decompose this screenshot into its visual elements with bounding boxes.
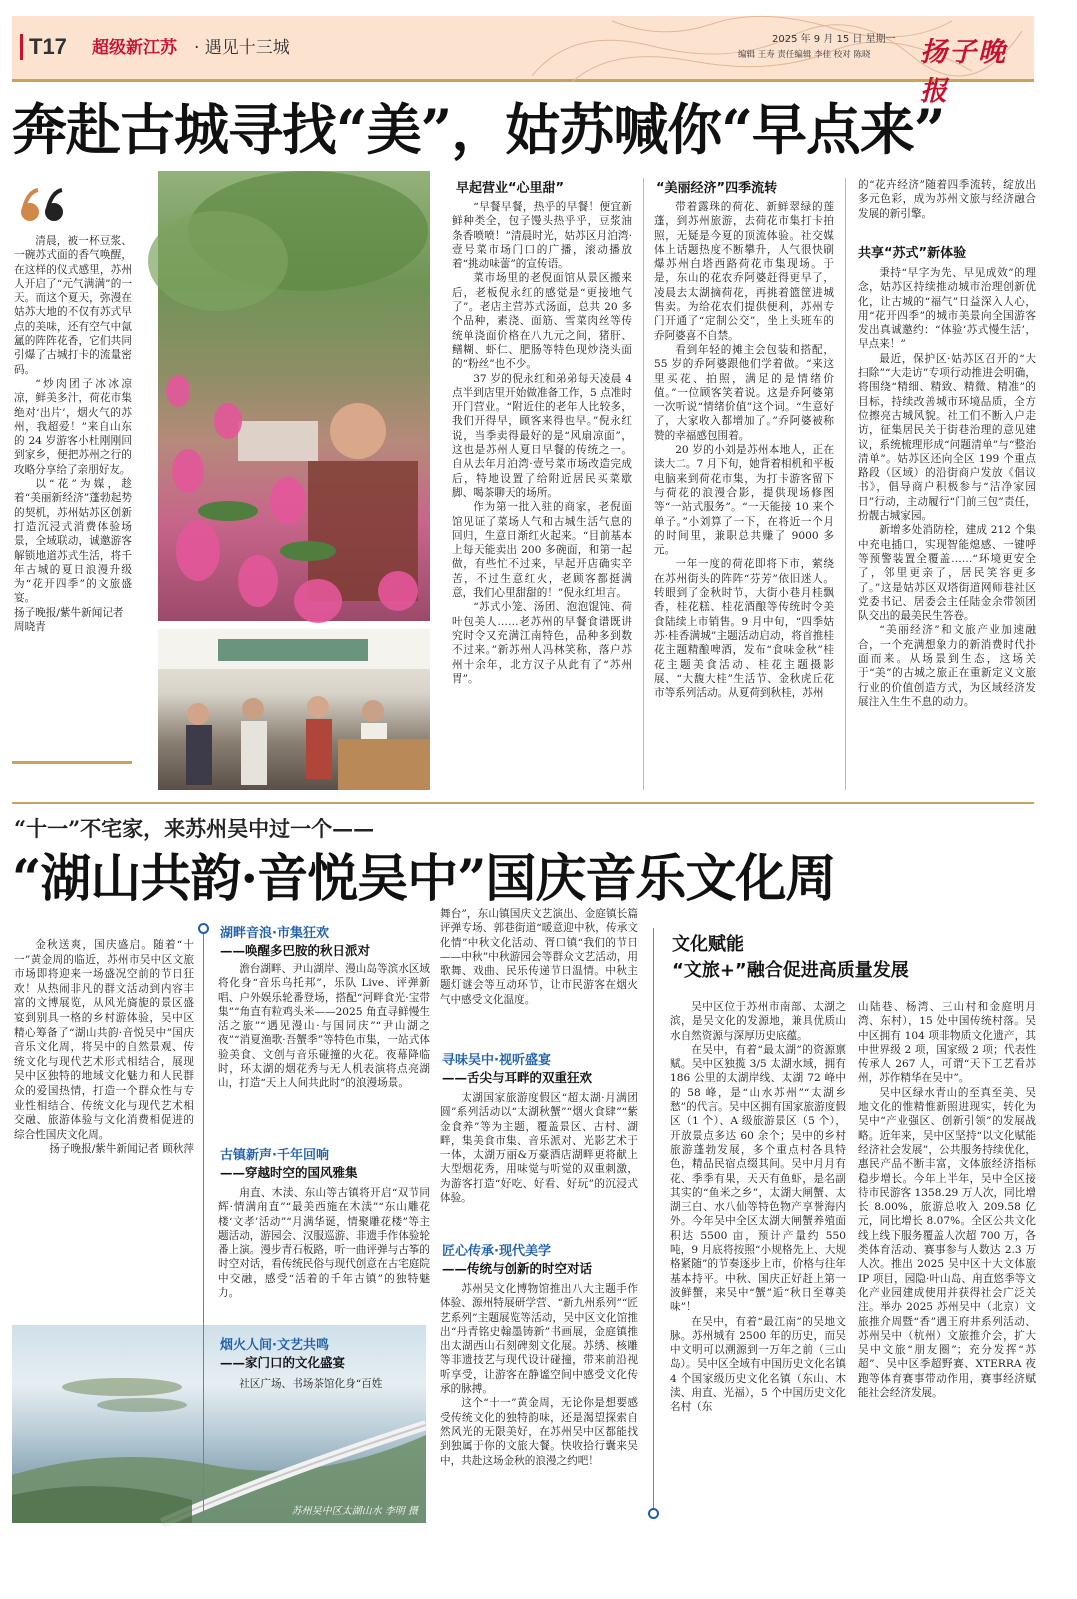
article2-byline: 扬子晚报/紫牛新闻记者 顾秋萍 [49, 1143, 194, 1156]
article-separator [12, 802, 1034, 804]
article1-subhead-2: “美丽经济”四季流转 [656, 181, 778, 196]
page-number: T17 [20, 34, 67, 60]
timeline-line [203, 928, 204, 1518]
article2-headline: “湖山共韵·音悦吴中”国庆音乐文化周 [12, 849, 836, 909]
article2-intro: 金秋送爽，国庆盛启。随着“十一”黄金周的临近，苏州市吴中区文旅市场即将迎来一场盛况空前的节日狂欢！从热闹非凡的群文活动到内容丰富的文博展览，从风光旖旎的景区盛宴到别具一格的乡村游体验，吴中区精心筹备了“湖山共韵·音悦吴中”国庆音乐文化周，将吴中的自然景观、传统文化与现代艺术形式相结合，展现吴中区独特的地域文化魅力和人民群众的爱国热情，打造一个群众性与专业性相结合、传统文化与现代艺术相交融、旅游体验与文化消费相促进的综合性国庆文化周。 扬子晚报/紫牛新闻记者 顾秋萍 [14, 939, 194, 1156]
photo-caption: 苏州吴中区太湖山水 李明 摄 [291, 1506, 418, 1517]
article1-byline: 扬子晚报/紫牛新闻记者 周晓青 [14, 606, 124, 634]
article2-section-5: 苏州吴文化博物馆推出八大主题手作体验、源州特展研学营、“新九州系列”“匠艺系列”主题展览等活动，吴中区文化馆推出“丹青铭史翰墨铸新”书画展，金庭镇推出太湖西山石刻碑刻文化展。苏绣、核雕等非遗技艺与现代设计碰撞，带来前沿视听享受，让游客在静谧空间中感受文化传承的脉搏。 这个“十一”黄金周，无论你是想要感受传统文化的独特韵味，还是渴望探索自然风光的无限美好，在苏州吴中区都能找到独属于你的文旅大餐。快收拾行囊来吴中，共赴这场金秋的浪漫之约吧！ [440, 1283, 638, 1467]
article1-column-1: “早餐早餐，热乎的早餐！便宜新鲜种类全，包子馒头热乎乎，豆浆油条香喷喷！”清晨时光，姑苏区月泊湾·壹号菜市场门口的广播，滚动播放着“挑动味蕾”的宣传语。 菜市场里的老倪面馆从景区搬来后，老板倪永红的感觉是“更接地气了”。老店主营苏式汤面，总共 20 多个品种，素浇、面筋、雪菜肉丝等传统单浇面价格在八九元之间，猪肝、鳝糊、虾仁、肥肠等特色现炒浇头面的“粉丝”也不少。 37 岁的倪永红和弟弟每天凌晨 4 点半到店里开始做准备工作，5 点准时开门营业。“附近住的老年人比较多，我们开得早，顾客来得也早。”倪永红说，当季卖得最好的是“风扇凉面”，这也是苏州人夏日早餐的传统之一。自从去年月泊湾·壹号菜市场改造完成后，特地设置了给附近居民买菜歇脚、喝茶聊天的场所。 作为第一批入驻的商家，老倪面馆见证了菜场人气和古城生活气息的回归，生意日渐红火起来。“目前基本上每天能卖出 200 多碗面，和第一起做，有些忙不过来，早起开店确实辛苦，不过生意红火，老顾客都挺满意，我们心里甜甜的！”倪永红坦言。 “苏式小笼、汤团、泡泡馄饨、荷叶包美人……老苏州的早餐食谱既讲究时令又充满江南特色，品种多到数不过来。”新苏州人冯林笑称，落户苏州十余年，北方汉子从此有了“苏州胃”。 [452, 201, 632, 685]
editor-line: 编辑 王寿 责任编辑 李佳 校对 陈晓 [738, 50, 871, 60]
article1-intro: 清晨，被一杯豆浆、一碗苏式面的香气唤醒，在这样的仪式感里，苏州人开启了“元气满满”的一天。而这个夏天，弥漫在姑苏大地的不仅有苏式早点的美味，还有空气中氤氲的阵阵花香，它们共同引爆了古城打卡的流量密码。 “炒肉团子冰冰凉凉，鲜美多汁，荷花市集绝对‘出片’，烟火气的苏州，我超爱！”来自山东的 24 岁游客小杜刚刚回到家乡，便把苏州之行的攻略分享给了亲朋好友。 以“花”为媒，趁着“美丽新经济”蓬勃起势的契机，苏州姑苏区创新打造沉浸式消费体验场景，全域联动，诚邀游客解锁地道苏式生活，将千年古城的夏日浪漫升级为“花开四季”的文旅盛宴。 扬子晚报/紫牛新闻记者 周晓青 [14, 235, 132, 634]
article2-subhead-5b: ——传统与创新的时空对话 [442, 1261, 593, 1276]
article2-subhead-4b: ——舌尖与耳畔的双重狂欢 [442, 1070, 593, 1085]
article1-subhead-1: 早起营业“心里甜” [456, 181, 565, 196]
article2-subhead-5: 匠心传承·现代美学 [442, 1244, 551, 1259]
article2-section-3: 社区广场、书场茶馆化身“百姓 [239, 1378, 383, 1390]
article2-section-3-cont: 舞台”，东山镇国庆文艺演出、金庭镇长篇评弹专场、郭巷街道“暖意迎中秋，传承文化情”中秋文化活动、胥口镇“我们的节日——中秋”中秋游园会等群众文艺活动，用歌舞、戏曲、民乐传递节日温情。中秋主题灯谜会等互动环节，让市民游客在烟火气中感受文化温度。 [440, 908, 638, 1006]
article2-kicker: “十一”不宅家，来苏州吴中过一个—— [14, 816, 375, 841]
article1-subhead-3: 共享“苏式”新体验 [858, 246, 967, 261]
article2-right-head-line1: 文化赋能 [672, 934, 744, 955]
intro-divider [12, 761, 132, 764]
quote-icon [18, 186, 68, 226]
article2-subhead-2: 古镇新声·千年回响 [220, 1148, 329, 1163]
masthead-logo: 扬子晚报 [920, 37, 1007, 107]
article2-subhead-3b: ——家门口的文化盛宴 [220, 1355, 346, 1370]
article1-headline: 奔赴古城寻找“美”，姑苏喊你“早点来” [12, 97, 945, 162]
article2-subhead-1: 湖畔音浪·市集狂欢 [220, 926, 329, 941]
lotus-market-photo [158, 171, 430, 621]
article2-right-column-a: 吴中区位于苏州市南部、太湖之滨，是吴文化的发源地，兼具优质山水自然资源与深厚历史底蕴。 在吴中，有着“最太湖”的资源禀赋。吴中区独揽 3/5 太湖水域，拥有 186 公里的太湖岸线、太湖 72 峰中的 58 峰，是“山水苏州”“太湖乡愁”的代言。吴中区拥有国家旅游度假区（1 个）、A 级旅游景区（5 个），开放景点多达 60 余个；吴中的乡村旅游蓬勃发展，多个重点村各具特色，精品民宿点缀其间。吴中月月有花、季季有果，天天有鱼虾，是名副其实的“鱼米之乡”，太湖大闸蟹、太湖三白、水八仙等特色物产享誉海内外。今年吴中全区太湖大闸蟹养殖面积达 5500 亩，预计产量约 550 吨，9 月底将按照“小规格先上、大规格紧随”的节奏逐步上市，价格与往年基本持平。中秋、国庆正好赶上第一波鲜蟹，来吴中“蟹”逅“秋日至尊美味”！ 在吴中，有着“最江南”的吴地文脉。苏州城有 2500 年的历史，而吴中文明可以溯源到一万年之前（三山岛）。吴中区全域有中国历史文化名镇 4 个国家级历史文化名镇（东山、木渎、甪直、光福），5 个中国历史文化名村（东 [670, 1001, 846, 1414]
timeline-dot [648, 1508, 659, 1519]
article2-subhead-1b: ——唤醒多巴胺的秋日派对 [220, 943, 371, 958]
article2-right-column-b: 山陆巷、杨湾、三山村和金庭明月湾、东村），15 处中国传统村落。吴中区拥有 104 项非物质文化遗产，其中世界级 2 项，国家级 2 项；代表性传承人 267 人，可谓“天下工艺看苏州，苏作精华在吴中”。 吴中区绿水青山的至真至美、吴地文化的惟精惟新照进现实，转化为吴中“产业强区、创新引领”的发展战略。近年来，吴中区坚持“以文化赋能经济社会发展”，公共服务持续优化，惠民产品不断丰富，文体旅经济指标稳步增长。今年上半年，吴中全区接待市民游客 1358.29 万人次，同比增长 8.00%，旅游总收入 209.58 亿元，同比增长 8.07%。全区公共文化线上线下服务覆盖人次超 700 万，各类体育活动、赛事参与人数达 2.3 万人次。推出 2025 吴中区十大文体旅 IP 项目，园隐·叶山岛、甪直悠季等文化产业园建成使用并获得社会广泛关注。举办 2025 苏州吴中（北京）文旅推介周暨“香”遇王府井系列活动、苏州吴中（杭州）文旅推介会，扩大吴中文旅“朋友圈”；充分发挥“苏超”、吴中区季超野赛、XTERRA 夜跑等体育赛事带动作用，赛事经济赋能社会经济发展。 [858, 1001, 1036, 1400]
noodle-shop-photo [158, 629, 430, 790]
column-rule [845, 178, 846, 790]
column-rule [643, 178, 644, 790]
article2-subhead-3: 烟火人间·文艺共鸣 [220, 1338, 329, 1353]
article2-right-head-line2: “文旅+”融合促进高质量发展 [672, 960, 909, 981]
article2-section-4: 太湖国家旅游度假区“超太湖·月满团圆”系列活动以“太湖秋蟹”“烟火食肆”“紫金食养”等为主题，覆盖景区、古村、湖畔，集美食市集、音乐派对、光影艺术于一体，太湖万丽&万豪酒店湖畔更将献上大型烟花秀，用味觉与听觉的双重刺激，为游客打造“好吃、好看、好玩”的沉浸式体验。 [440, 1092, 638, 1205]
section-subtitle: · 遇见十三城 [194, 38, 290, 58]
article2-section-2: 甪直、木渎、东山等古镇将开启“双节同辉·情满甪直”“最美西施在木渎”“东山雕花楼‘文孝’活动”“月满华诞，情聚雕花楼”等主题活动，游园会、汉服巡游、非遗手作体验轮番上演。漫步青石板路，听一曲评弹与古筝的时空对话，看传统民俗与现代创意在古宅庭院中交融，感受“活着的千年古镇”的独特魅力。 [218, 1187, 430, 1300]
issue-date: 2025 年 9 月 15 日 星期一 [772, 34, 896, 45]
article2-section-1: 澹台湖畔、尹山湖岸、漫山岛等滨水区域将化身“音乐乌托邦”，乐队 Live、评弹新唱、户外娱乐轮番登场，搭配“河畔食光·宝带集”“角直有粒鸡头米——2025 角直寻鲜慢生活之旅”“遇见漫山·与国同庆”“尹山湖之夜”“消夏渔歌·吾蟹季”等特色市集，一站式体验美食、文创与音乐碰撞的火花。夜幕降临时，环太湖的烟花秀与无人机表演将点亮湖山，打造“天上人间共此时”的浪漫场景。 [218, 963, 430, 1090]
article2-subhead-2b: ——穿越时空的国风雅集 [220, 1165, 358, 1180]
article1-column-3a: 的“花卉经济”随着四季流转，绽放出多元色彩，成为苏州文旅与经济融合发展的新引擎。 [858, 179, 1036, 220]
article1-column-3: 秉持“早字为先、早见成效”的理念，姑苏区持续推动城市治理创新优化，让古城的“福气”日益深入人心，用“花开四季”的城市美景向全国游客发出真诚邀约：“体验‘苏式慢生活’，早点来！” 最近，保护区·姑苏区召开的“大扫除”“大走访”专项行动推进会明确，将围绕“精细、精致、精微、精准”的目标，持续改善城市环境品质，全方位擦亮古城风貌。社工们不断入户走访，征集居民关于街巷治理的意见建议，系统梳理形成“问题清单”与“整治清单”。姑苏区还向全区 199 个重点路段（区域）的沿街商户发放《倡议书》，倡导商户积极参与“洁净家园日”行动，主动履行“门前三包”责任，扮靓古城家园。 新增多处消防栓，建成 212 个集中充电插口，实现智能熄感、一键呼等预警装置全覆盖……“环境更安全了，邻里更亲了，居民笑容更多了。”这是姑苏区双塔街道网师巷社区党委书记、居委会主任陆金余带领团队交出的最美民生答卷。 “美丽经济”和文旅产业加速融合，一个充满想象力的新消费时代扑面而来。从场景到生态，这场关于“美”的古城之旅正在重新定义文旅行业的价值创造方式，为区域经济发展注入生生不息的动力。 [858, 267, 1036, 708]
article2-right-head [672, 932, 1034, 984]
section-title: 超级新江苏 [92, 38, 177, 58]
header-band [12, 16, 1034, 107]
article1-column-2: 带着露珠的荷花、新鲜翠绿的莲蓬，到苏州旅游，去荷花市集打卡拍照，无疑是今夏的顶流体验。社交媒体上话题热度不断攀升，人气很快刷爆苏州白塔西路荷花市集现场。于是，东山的花农乔阿婆赶得更早了，凌晨去太湖摘荷花，再挑着篮筐进城售卖。为给花农们提供便利，苏州专门开通了“定制公交”，坐上头班车的乔阿婆喜不自禁。 看到年轻的摊主会包装和搭配，55 岁的乔阿婆跟他们学着做。“来这里买花、拍照，满足的是情绪价值。”一位顾客笑着说。这是乔阿婆第一次听说“情绪价值”这个词。“生意好了，大家收入都增加了。”乔阿婆被称赞的幸福感包围着。 20 岁的小刘是苏州本地人，正在读大二。7 月下旬，她背着相机和平板电脑来到荷花市集，为打卡游客留下与荷花的浪漫合影，提供现场修图等“一站式服务”。“一天能接 10 来个单子。”小刘算了一下，在将近一个月的时间里，兼职总共赚了 9000 多元。 一年一度的荷花即将下市，萦绕在苏州街头的阵阵“芬芳”依旧迷人。转眼到了金秋时节，大街小巷月桂飘香，桂花糕、桂花酒酿等传统时令美食陆续上市销售。9 月中旬，“四季姑苏·桂香满城”主题活动启动，将首推桂花主题精酿啤酒，发布“食味金秋”桂花主题美食活动、桂花主题摄影展、“大馥大桂”生活节、金秋虎丘花市等系列活动。从夏荷到秋桂，苏州 [654, 201, 834, 700]
timeline-line [653, 928, 654, 1518]
article2-subhead-4: 寻味吴中·视听盛宴 [442, 1053, 551, 1068]
timeline-dot [198, 923, 209, 934]
